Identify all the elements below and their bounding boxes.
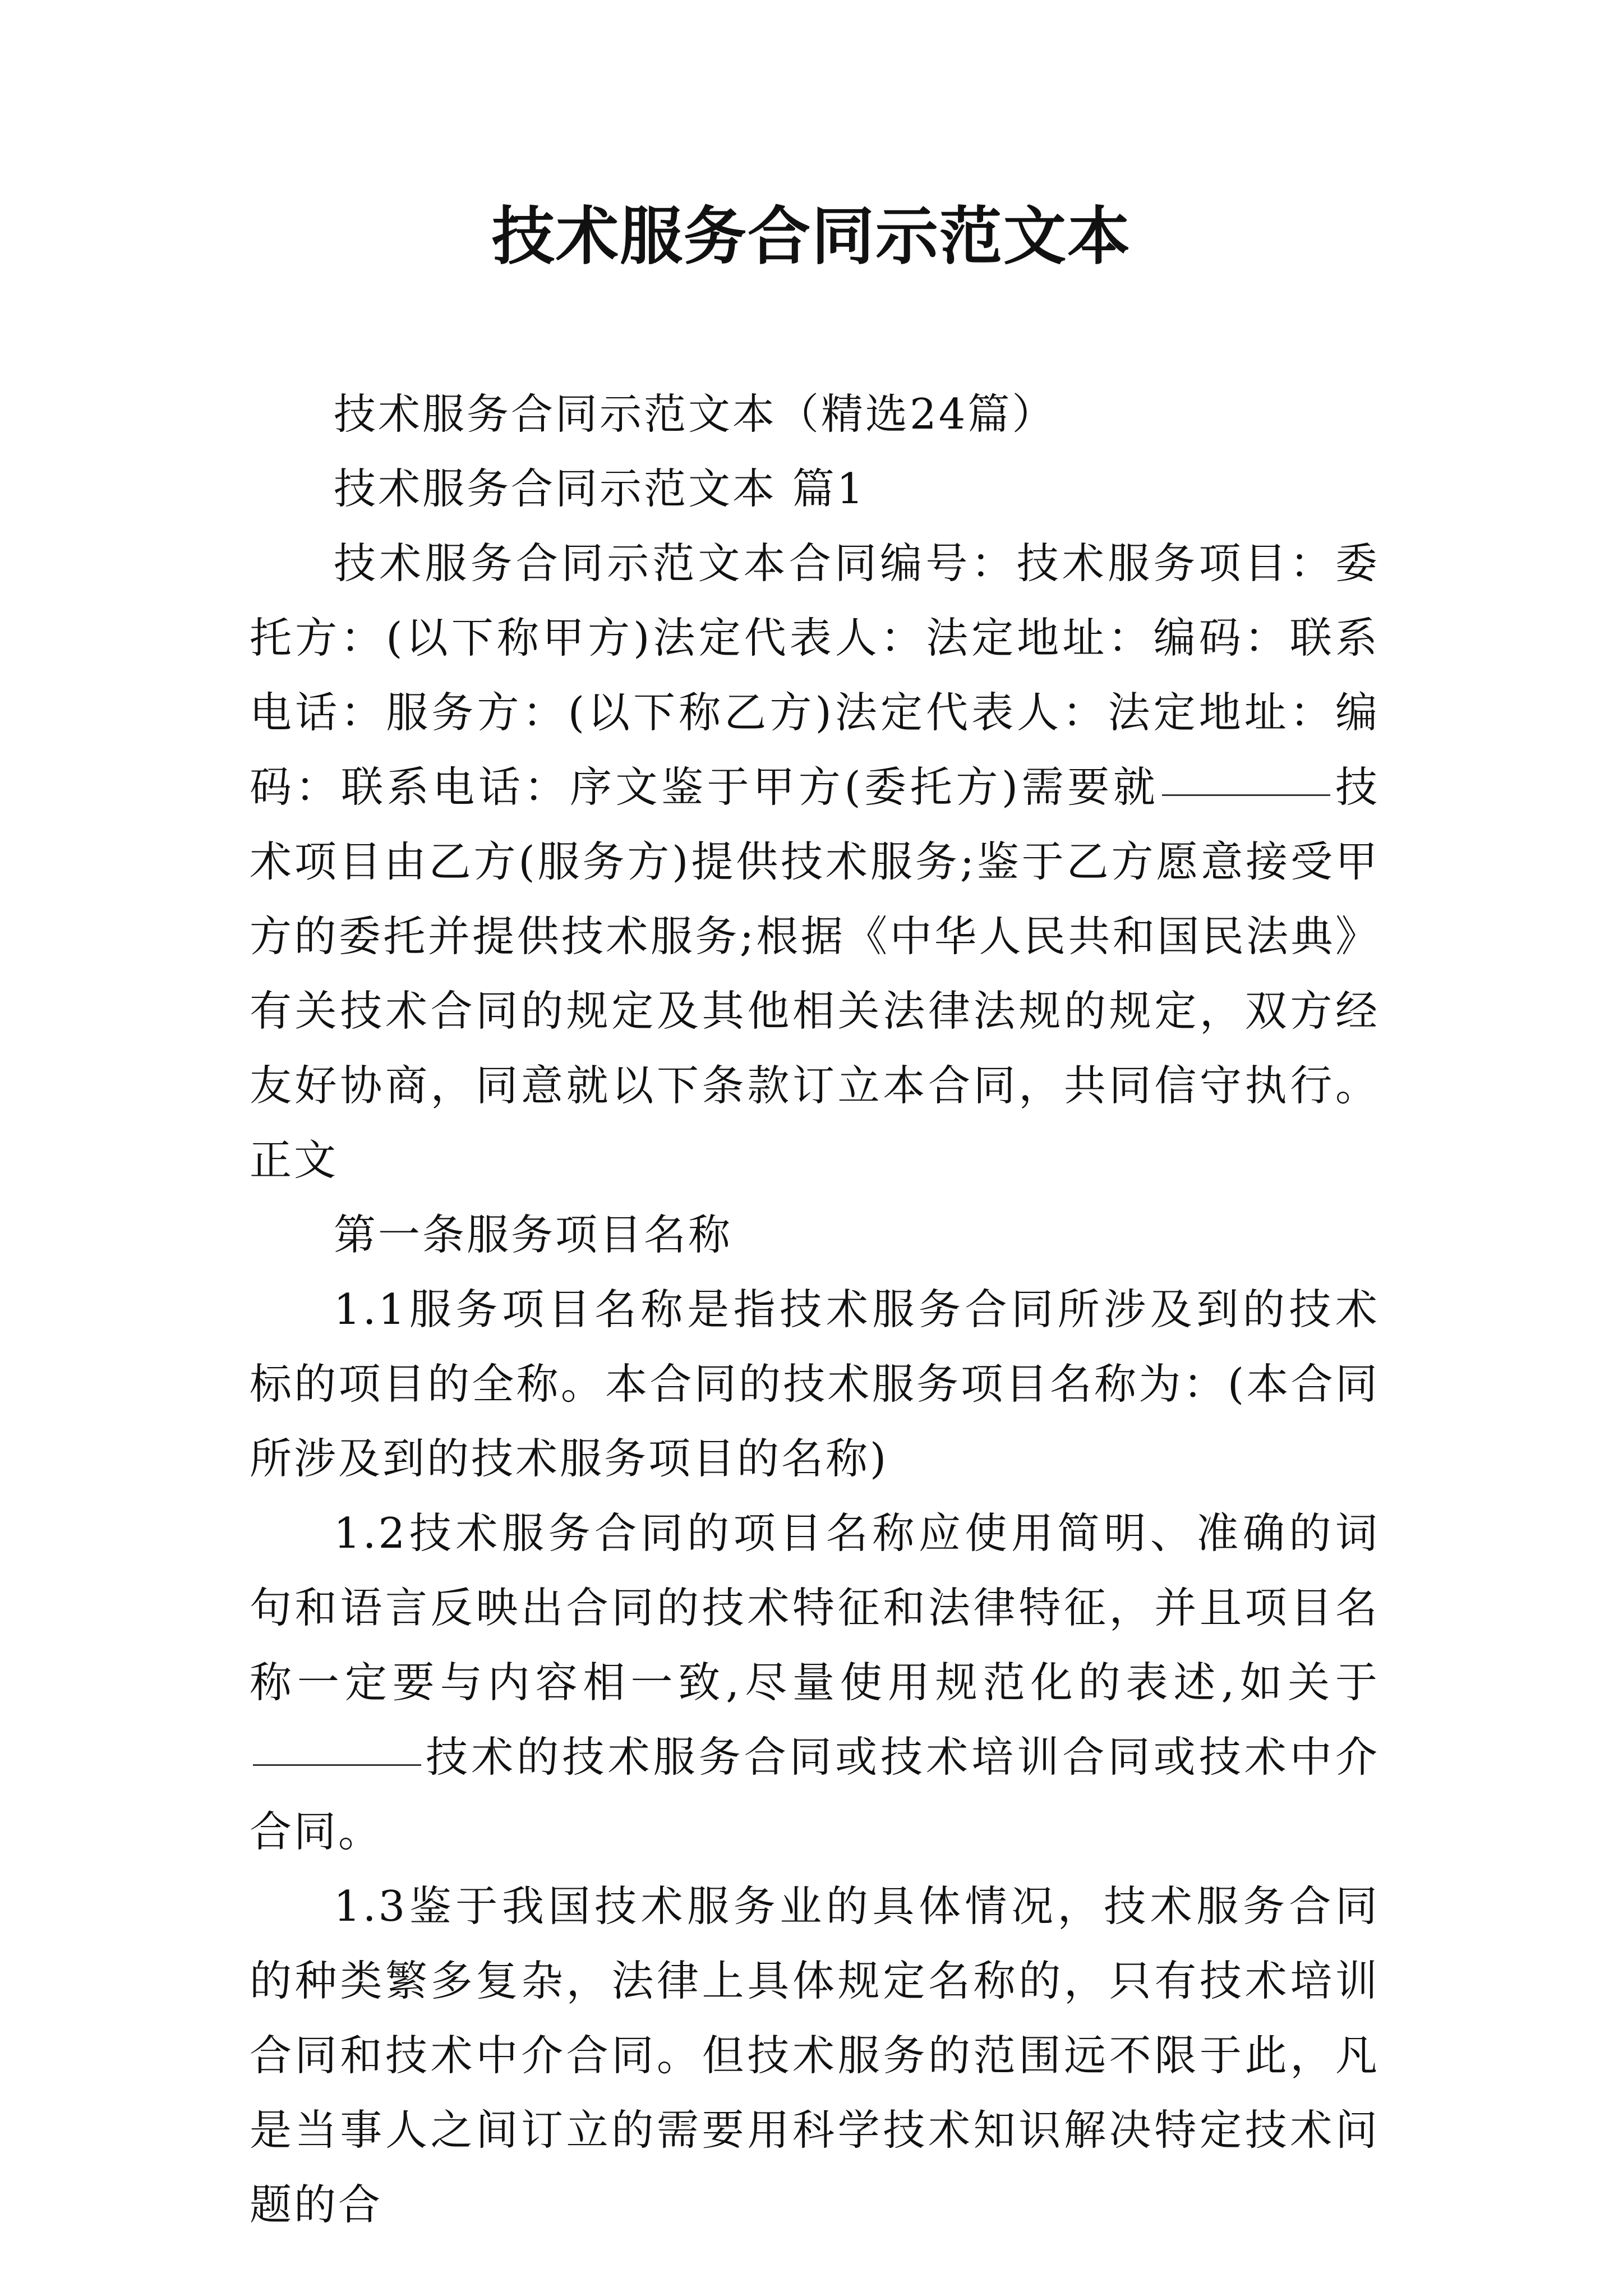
paragraph-section-heading: 技术服务合同示范文本 篇1 xyxy=(334,464,866,513)
paragraph-preamble-part1: 技术服务合同示范文本合同编号：技术服务项目：委托方：(以下称甲方)法定代表人：法定地址：编码：联系电话：服务方：(以下称乙方)法定代表人：法定地址：编码：联系电话：序文鉴于甲方(委托方)需要就 xyxy=(250,539,1380,812)
document-title: 技术服务合同示范文本 xyxy=(492,200,1131,273)
paragraph-clause-1-2-part1: 1.2技术服务合同的项目名称应使用简明、准确的词句和语言反映出合同的技术特征和法律特征，并且项目名称一定要与内容相一致,尽量使用规范化的表述,如关于 xyxy=(250,1508,1380,1707)
paragraph-clause-1-1: 1.1服务项目名称是指技术服务合同所涉及到的技术标的项目的全称。本合同的技术服务项目名称为：(本合同所涉及到的技术服务项目的名称) xyxy=(250,1285,1380,1483)
paragraph-article-1-heading: 第一条服务项目名称 xyxy=(334,1210,733,1259)
paragraph-preamble xyxy=(250,526,1380,1198)
fill-in-blank xyxy=(1162,794,1330,796)
paragraph-clause-1-2 xyxy=(250,1496,1380,1869)
fill-in-blank xyxy=(253,1764,421,1766)
paragraph-clause-1-2-part2: 技术的技术服务合同或技术培训合同或技术中介合同。 xyxy=(250,1732,1380,1856)
document-body xyxy=(250,377,1380,2242)
paragraph-subtitle: 技术服务合同示范文本（精选24篇） xyxy=(334,389,1057,439)
paragraph-preamble-part2: 技术项目由乙方(服务方)提供技术服务;鉴于乙方愿意接受甲方的委托并提供技术服务;根据《中华人民共和国民法典》有关技术合同的规定及其他相关法律法规的规定，双方经友好协商，同意就以下条款订立本合同，共同信守执行。正文 xyxy=(250,762,1380,1185)
paragraph-clause-1-3: 1.3鉴于我国技术服务业的具体情况，技术服务合同的种类繁多复杂，法律上具体规定名称的，只有技术培训合同和技术中介合同。但技术服务的范围远不限于此，凡是当事人之间订立的需要用科学技术知识解决特定技术问题的合 xyxy=(250,1881,1380,2229)
